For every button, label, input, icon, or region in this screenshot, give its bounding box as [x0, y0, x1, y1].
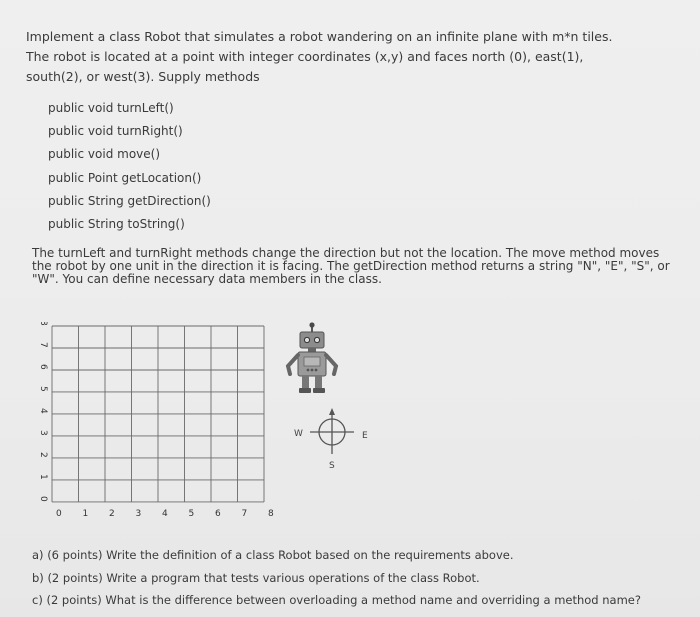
compass-south-label: S	[329, 461, 335, 471]
y-tick-label: 7	[38, 341, 48, 348]
x-tick-label: 4	[162, 508, 168, 519]
question-item: b) (2 points) Write a program that tests various operations of the class Robot.	[32, 570, 480, 585]
method-item: public void move()	[48, 147, 161, 162]
method-list	[48, 97, 211, 236]
x-tick-label: 7	[241, 508, 248, 519]
question-list	[32, 544, 641, 612]
x-tick-label: 1	[82, 508, 89, 519]
y-axis-labels	[38, 322, 48, 502]
x-tick-label: 0	[56, 508, 62, 519]
tile-grid-figure	[38, 322, 278, 526]
method-item: public void turnRight()	[48, 124, 183, 139]
description-paragraph: The turnLeft and turnRight methods change the direction but not the location. The move method moves the robot by one unit in the direction it is facing. The getDirection method returns a string "N", "E", "S", or "W". You can define necessary data members in the class.	[32, 246, 670, 286]
y-tick-label: 1	[38, 473, 48, 480]
question-item: c) (2 points) What is the difference between overloading a method name and overriding a method name?	[32, 593, 641, 607]
robot-illustration	[282, 322, 342, 406]
y-tick-label: 3	[38, 429, 48, 436]
robot-icon	[282, 322, 342, 402]
x-tick-label: 3	[135, 508, 142, 519]
y-tick-label: 5	[38, 385, 48, 392]
method-item: public void turnLeft()	[48, 101, 174, 115]
tile-grid	[38, 322, 278, 522]
y-tick-label: 0	[38, 495, 48, 502]
intro-paragraph: Implement a class Robot that simulates a robot wandering on an infinite plane with m*n tiles. The robot is located at a point with integer coordinates (x,y) and faces north (0), east(1), south(2), or west(3). Supply methods	[26, 29, 613, 84]
method-item: public String toString()	[48, 217, 185, 232]
x-axis-labels	[56, 509, 274, 519]
method-item: public String getDirection()	[48, 193, 211, 208]
y-tick-label: 4	[38, 407, 48, 414]
x-tick-label: 2	[109, 508, 115, 519]
compass-east-label: E	[362, 431, 368, 441]
compass-west-label: W	[294, 429, 303, 439]
question-item: a) (6 points) Write the definition of a class Robot based on the requirements above.	[32, 548, 514, 562]
cropped-header-fragment	[0, 0, 700, 8]
y-tick-label: 2	[38, 451, 48, 458]
compass-diagram	[292, 406, 372, 480]
grid-lines	[52, 326, 264, 502]
y-tick-label: 8	[38, 322, 48, 326]
method-item: public Point getLocation()	[48, 170, 202, 185]
y-tick-label: 6	[38, 363, 48, 370]
compass-icon	[292, 406, 372, 476]
x-tick-label: 6	[215, 508, 221, 519]
x-tick-label: 5	[188, 508, 195, 519]
x-tick-label: 8	[268, 508, 274, 519]
